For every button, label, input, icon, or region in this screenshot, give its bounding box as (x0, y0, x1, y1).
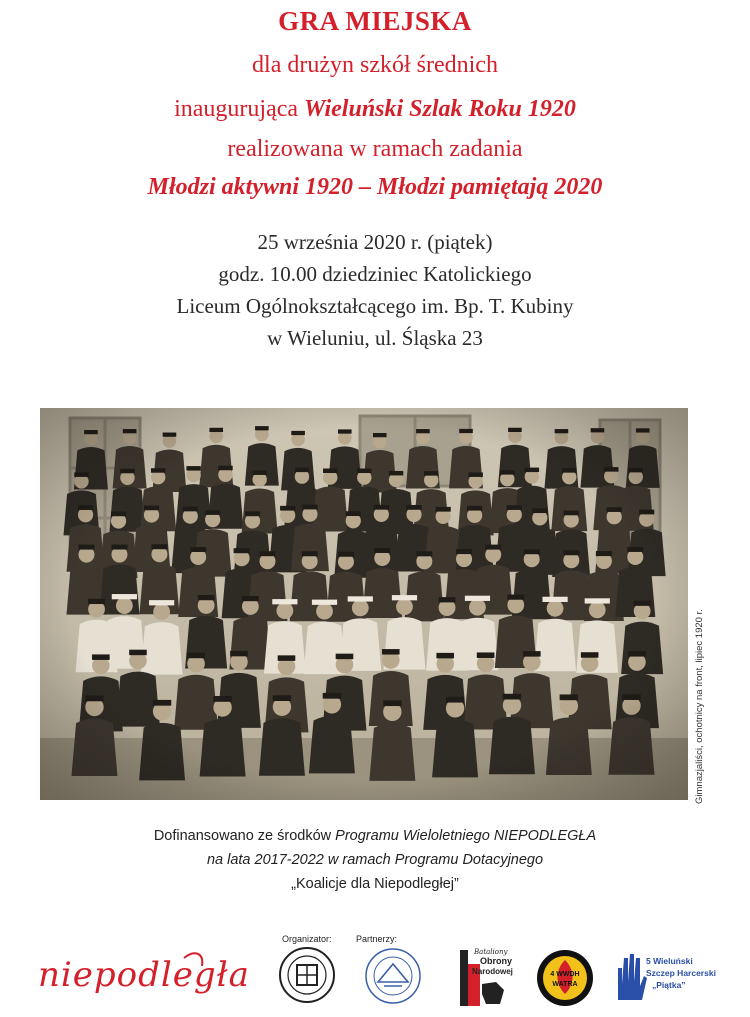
niepodlegla-logo (34, 946, 262, 1006)
organizer-label: Organizator: (282, 934, 332, 944)
event-school: Liceum Ogólnokształcącego im. Bp. T. Kubiny (176, 294, 574, 318)
event-date: 25 września 2020 r. (piątek) (257, 230, 493, 254)
photo-caption: Gimnazjaliści, ochotnicy na front, lipiec 1920 r. (694, 609, 705, 804)
partners-label: Partnerzy: (356, 934, 398, 944)
subtitle-line-2-prefix: inaugurująca (174, 96, 305, 122)
harcerski-line-3: „Piątka” (652, 980, 686, 990)
watra-badge-icon (535, 948, 595, 1008)
watra-top-text: 4 WWDH (550, 971, 580, 978)
funding-line-3: „Koalicje dla Niepodległej” (291, 876, 459, 892)
niepodlegla-logo-text: niepodległa (38, 955, 250, 995)
harcerski-line-1: 5 Wieluński (646, 956, 693, 966)
school-emblem-icon (356, 946, 430, 1006)
harcerski-line-2: Szczep Harcerski (646, 968, 716, 978)
historical-group-photo (40, 408, 688, 800)
harcerski-hand-icon (612, 950, 716, 1006)
subtitle-line-1: dla drużyn szkół średnich (252, 52, 498, 78)
funding-line-1-prefix: Dofinansowano ze środków (153, 828, 336, 844)
project-name: Młodzi aktywni 1920 – Młodzi pamiętają 2020 (147, 174, 603, 200)
bataliony-mid2-text: Narodowej (472, 967, 513, 976)
wielunski-szlak-name: Wieluński Szlak Roku 1920 (304, 96, 576, 122)
event-address: w Wieluniu, ul. Śląska 23 (267, 326, 483, 350)
funding-line-2: na lata 2017-2022 w ramach Programu Dotacyjnego (206, 852, 544, 868)
funding-line-1 (0, 828, 750, 844)
program-name: Programu Wieloletniego NIEPODLEGŁA (335, 828, 597, 844)
subtitle-line-2 (0, 96, 750, 123)
bataliony-logo-icon (452, 944, 524, 1010)
poster-title: GRA MIEJSKA (278, 6, 472, 36)
event-time-place: godz. 10.00 dziedziniec Katolickiego (218, 262, 532, 286)
watra-bottom-text: WATRA (552, 981, 578, 988)
bataliony-mid1-text: Obrony (480, 956, 513, 966)
subtitle-line-3: realizowana w ramach zadania (227, 136, 523, 162)
organizer-seal-icon (278, 946, 336, 1004)
bataliony-top-text: Bataliony (474, 948, 508, 956)
